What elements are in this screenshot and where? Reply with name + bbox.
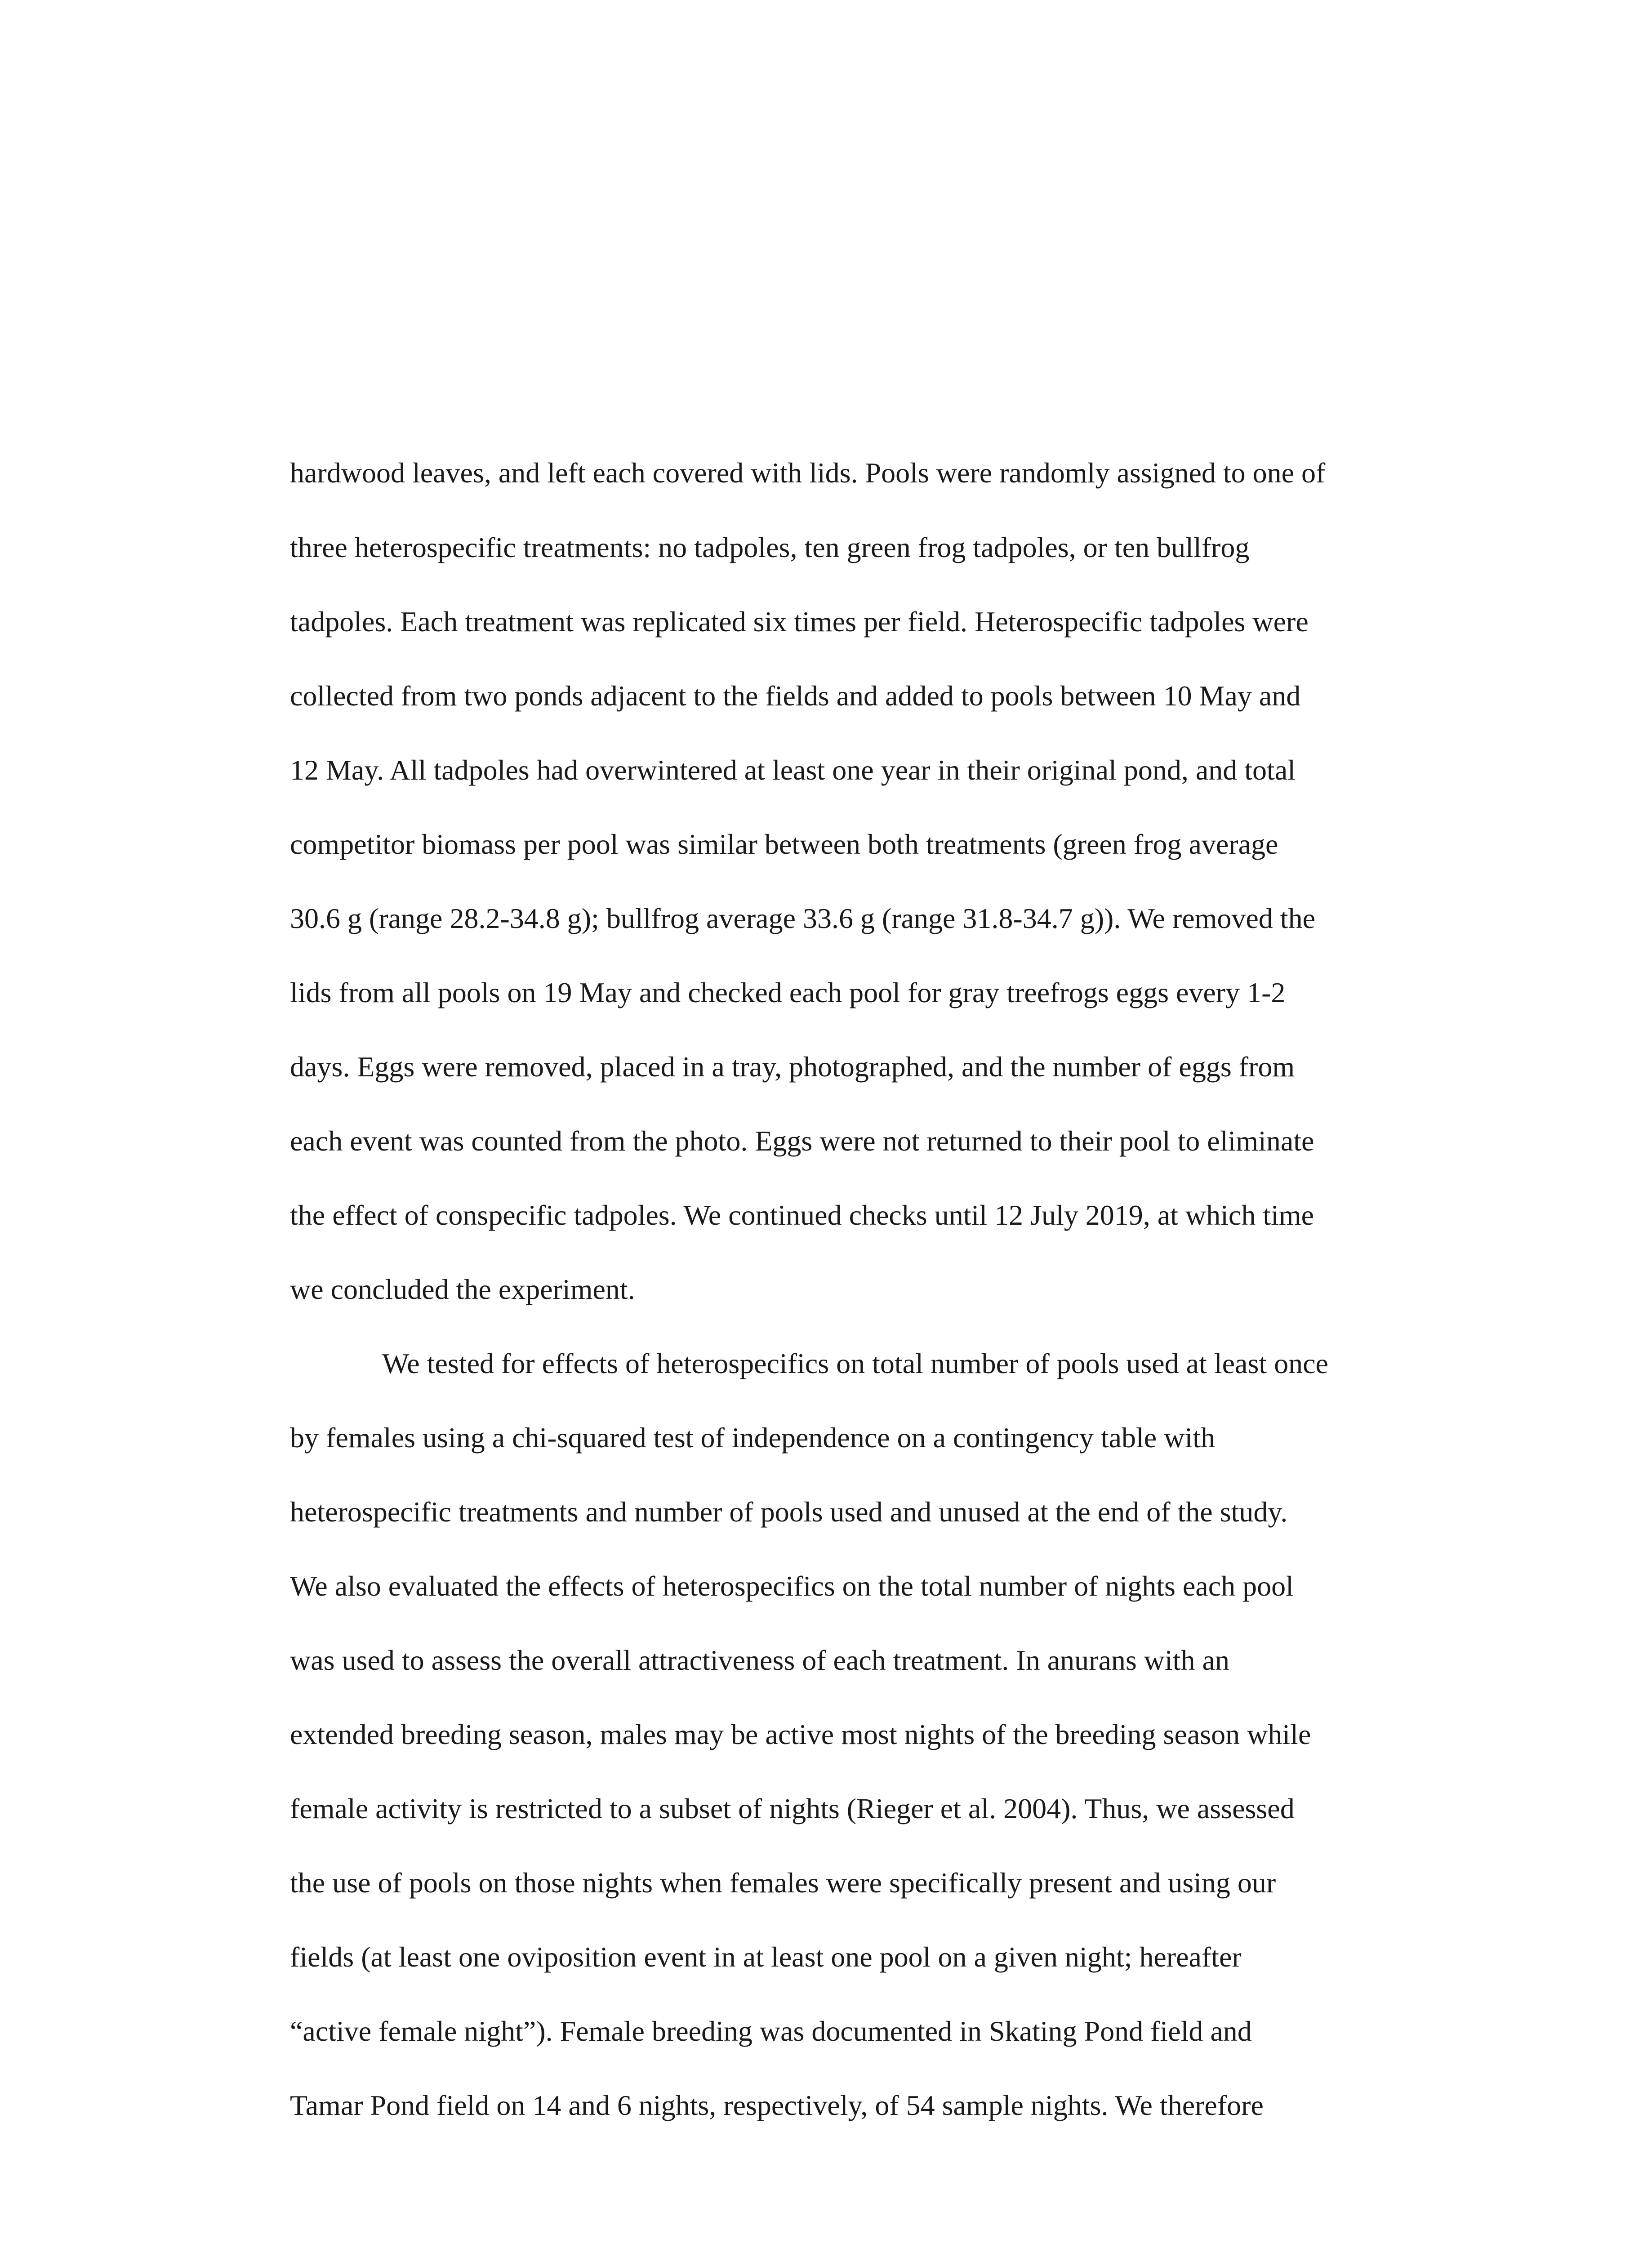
text-line: competitor biomass per pool was similar between both treatments (green frog average: [290, 828, 1278, 860]
text-line: 30.6 g (range 28.2-34.8 g); bullfrog average 33.6 g (range 31.8-34.7 g)). We removed the: [290, 902, 1315, 934]
text-line: the use of pools on those nights when females were specifically present and using our: [290, 1867, 1276, 1899]
text-line: collected from two ponds adjacent to the fields and added to pools between 10 May and: [290, 680, 1301, 712]
text-line: tadpoles. Each treatment was replicated six times per field. Heterospecific tadpoles were: [290, 606, 1309, 638]
text-line: lids from all pools on 19 May and checked each pool for gray treefrogs eggs every 1-2: [290, 977, 1286, 1008]
text-line: by females using a chi-squared test of independence on a contingency table with: [290, 1422, 1215, 1454]
text-line: three heterospecific treatments: no tadpoles, ten green frog tadpoles, or ten bullfrog: [290, 531, 1250, 563]
text-line: each event was counted from the photo. Eggs were not returned to their pool to eliminate: [290, 1125, 1314, 1157]
text-line: hardwood leaves, and left each covered with lids. Pools were randomly assigned to one of: [290, 457, 1326, 489]
text-line: We tested for effects of heterospecifics on total number of pools used at least once: [382, 1347, 1328, 1379]
text-line: we concluded the experiment.: [290, 1273, 635, 1305]
text-line: the effect of conspecific tadpoles. We continued checks until 12 July 2019, at which time: [290, 1199, 1314, 1231]
text-line: “active female night”). Female breeding was documented in Skating Pond field and: [290, 2015, 1252, 2047]
text-line: heterospecific treatments and number of pools used and unused at the end of the study.: [290, 1496, 1288, 1528]
text-line: was used to assess the overall attractiveness of each treatment. In anurans with an: [290, 1644, 1229, 1676]
text-line: Tamar Pond field on 14 and 6 nights, respectively, of 54 sample nights. We therefore: [290, 2089, 1264, 2121]
text-line: We also evaluated the effects of heterospecifics on the total number of nights each pool: [290, 1570, 1294, 1602]
text-line: days. Eggs were removed, placed in a tray, photographed, and the number of eggs from: [290, 1051, 1295, 1083]
text-line: female activity is restricted to a subset of nights (Rieger et al. 2004). Thus, we assessed: [290, 1793, 1295, 1824]
text-line: fields (at least one oviposition event in at least one pool on a given night; hereafter: [290, 1941, 1242, 1973]
text-line: extended breeding season, males may be active most nights of the breeding season while: [290, 1718, 1311, 1750]
text-line: 12 May. All tadpoles had overwintered at least one year in their original pond, and total: [290, 754, 1296, 786]
